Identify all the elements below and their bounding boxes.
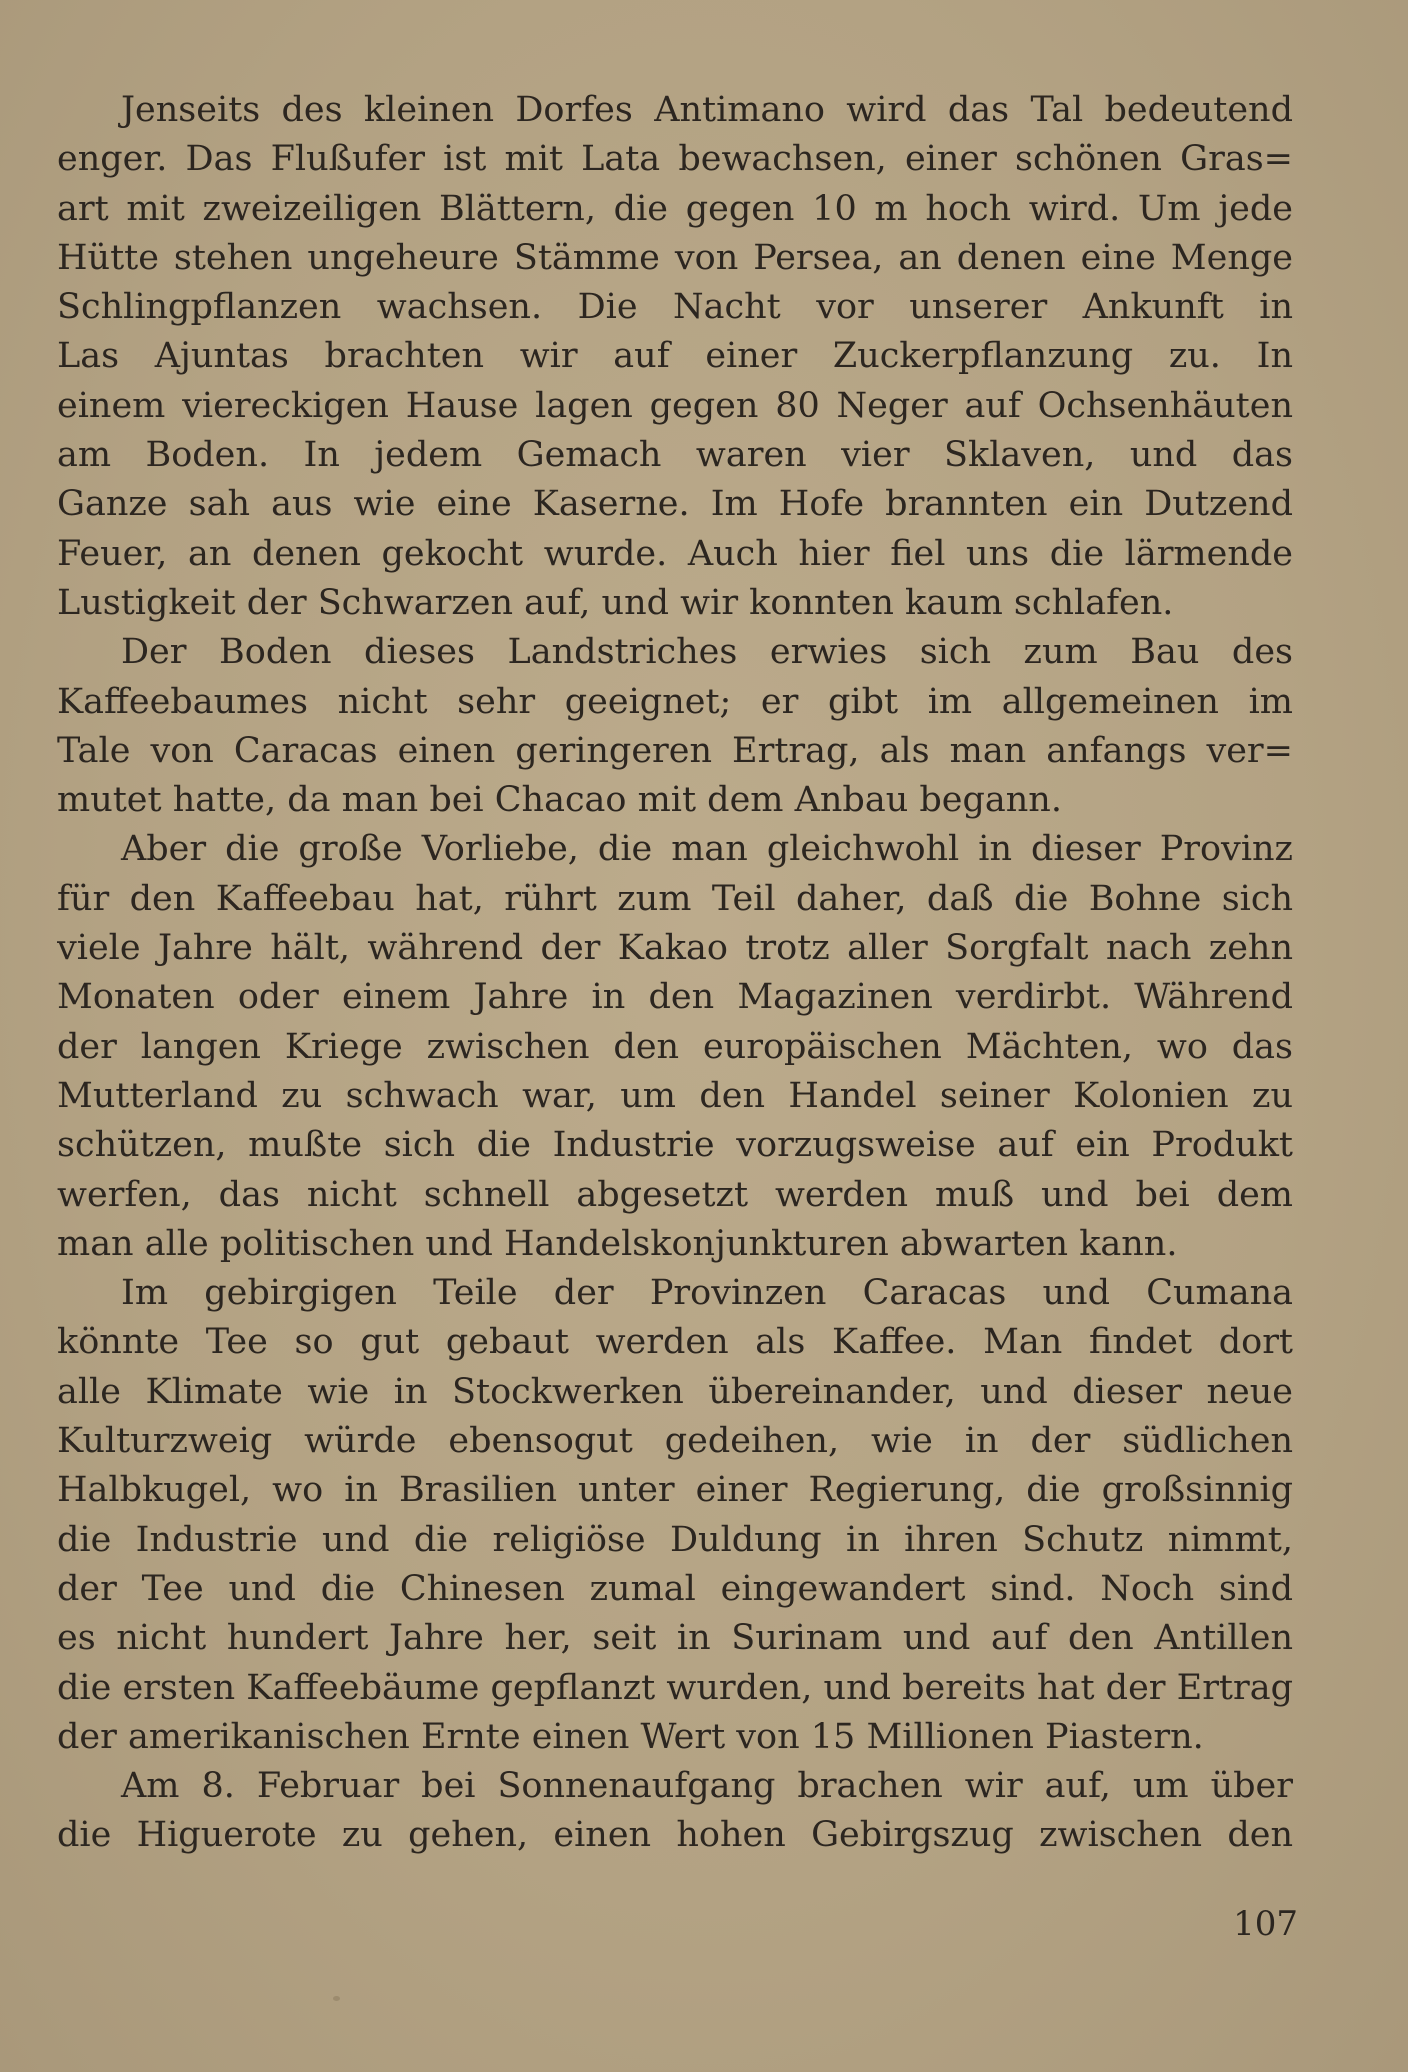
text-line: Jenseits des kleinen Dorfes Antimano wird das Tal bedeutend <box>121 90 1293 130</box>
text-line: der Tee und die Chinesen zumal eingewandert sind. Noch sind <box>57 1568 1293 1609</box>
text-line: Mutterland zu schwach war, um den Handel seiner Kolonien zu <box>57 1075 1293 1116</box>
text-line: Hütte stehen ungeheure Stämme von Persea, an denen eine Menge <box>57 237 1293 278</box>
text-line: mutet hatte, da man bei Chacao mit dem Anbau begann. <box>57 780 1062 821</box>
text-line: die Industrie und die religiöse Duldung in ihren Schutz nimmt, <box>57 1519 1293 1560</box>
text-line: viele Jahre hält, während der Kakao trotz aller Sorgfalt nach zehn <box>57 928 1293 969</box>
text-line: Schlingpflanzen wachsen. Die Nacht vor unserer Ankunft in <box>57 287 1293 328</box>
text-line: der amerikanischen Ernte einen Wert von 15 Millionen Piastern. <box>57 1716 1204 1757</box>
text-line: am Boden. In jedem Gemach waren vier Sklaven, und das <box>57 435 1293 476</box>
text-line: Am 8. Februar bei Sonnenaufgang brachen wir auf, um über <box>121 1766 1293 1807</box>
text-line: Monaten oder einem Jahre in den Magazinen verdirbt. Während <box>57 977 1293 1018</box>
text-line: Kulturzweig würde ebensogut gedeihen, wie in der südlichen <box>57 1421 1293 1462</box>
text-line: enger. Das Flußufer ist mit Lata bewachsen, einer schönen Gras= <box>57 139 1293 180</box>
paper-speck <box>333 1996 340 2001</box>
text-line: Feuer, an denen gekocht wurde. Auch hier fiel uns die lärmende <box>57 533 1293 574</box>
text-line: man alle politischen und Handelskonjunkturen abwarten kann. <box>57 1223 1178 1264</box>
body-text <box>57 86 1293 1861</box>
text-line: einem viereckigen Hause lagen gegen 80 Neger auf Ochsenhäuten <box>57 385 1293 426</box>
text-line: alle Klimate wie in Stockwerken übereinander, und dieser neue <box>57 1371 1293 1412</box>
text-line: schützen, mußte sich die Industrie vorzugsweise auf ein Produkt <box>57 1125 1293 1166</box>
text-line: Im gebirgigen Teile der Provinzen Caracas und Cumana <box>121 1273 1293 1314</box>
page-number: 107 <box>1233 1904 1298 1944</box>
text-line: die Higuerote zu gehen, einen hohen Gebirgszug zwischen den <box>57 1815 1293 1856</box>
text-line: könnte Tee so gut gebaut werden als Kaffee. Man findet dort <box>57 1322 1293 1363</box>
text-line: der langen Kriege zwischen den europäischen Mächten, wo das <box>57 1026 1293 1067</box>
text-line: die ersten Kaffeebäume gepflanzt wurden, und bereits hat der Ertrag <box>57 1667 1293 1708</box>
text-line: es nicht hundert Jahre her, seit in Surinam und auf den Antillen <box>57 1618 1293 1659</box>
text-line: Halbkugel, wo in Brasilien unter einer Regierung, die großsinnig <box>57 1470 1293 1511</box>
text-line: Ganze sah aus wie eine Kaserne. Im Hofe brannten ein Dutzend <box>57 484 1293 525</box>
text-line: Aber die große Vorliebe, die man gleichwohl in dieser Provinz <box>121 829 1293 870</box>
text-line: werfen, das nicht schnell abgesetzt werden muß und bei dem <box>57 1174 1293 1215</box>
text-line: Lustigkeit der Schwarzen auf, und wir konnten kaum schlafen. <box>57 582 1174 623</box>
text-line: Kaffeebaumes nicht sehr geeignet; er gibt im allgemeinen im <box>57 681 1293 722</box>
text-line: Tale von Caracas einen geringeren Ertrag, als man anfangs ver= <box>57 730 1293 771</box>
text-line: für den Kaffeebau hat, rührt zum Teil daher, daß die Bohne sich <box>57 878 1293 919</box>
text-line: art mit zweizeiligen Blättern, die gegen 10 m hoch wird. Um jede <box>57 188 1293 229</box>
text-line: Las Ajuntas brachten wir auf einer Zuckerpflanzung zu. In <box>57 336 1293 377</box>
text-line: Der Boden dieses Landstriches erwies sich zum Bau des <box>121 632 1293 673</box>
